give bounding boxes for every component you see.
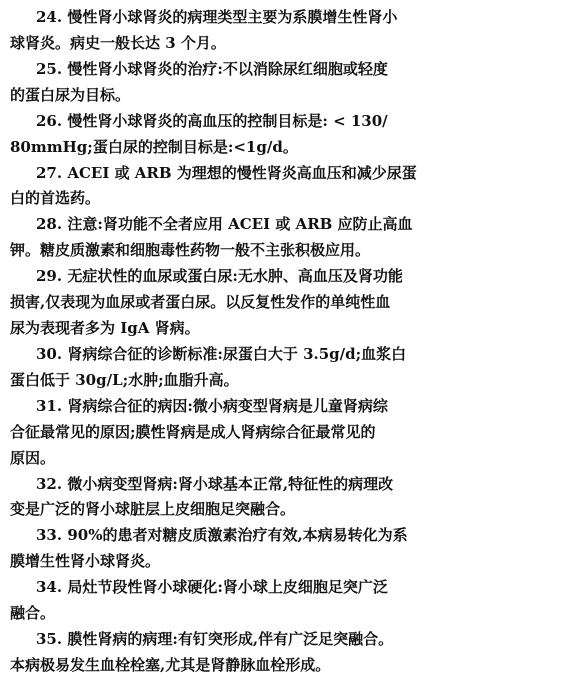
item-29-line-3: 尿为表现者多为 IgA 肾病。 [10, 319, 200, 337]
item-25-line-1: 25. 慢性肾小球肾炎的治疗:不以消除尿红细胞或轻度 [36, 60, 388, 78]
item-29-line-1: 29. 无症状性的血尿或蛋白尿:无水肿、高血压及肾功能 [36, 267, 403, 285]
item-34-line-2: 融合。 [10, 604, 56, 622]
item-34-line-1: 34. 局灶节段性肾小球硬化:肾小球上皮细胞足突广泛 [36, 578, 388, 596]
item-26-line-1: 26. 慢性肾小球肾炎的高血压的控制目标是: < 130/ [36, 112, 388, 130]
item-31-line-3: 原因。 [10, 449, 56, 467]
item-31-line-2: 合征最常见的原因;膜性肾病是成人肾病综合征最常见的 [10, 423, 376, 441]
item-30-line-2: 蛋白低于 30g/L;水肿;血脂升高。 [10, 371, 239, 389]
item-35-line-1: 35. 膜性肾病的病理:有钉突形成,伴有广泛足突融合。 [36, 630, 394, 648]
item-26-line-2: 80mmHg;蛋白尿的控制目标是:<1g/d。 [10, 138, 298, 156]
item-27-line-1: 27. ACEI 或 ARB 为理想的慢性肾炎高血压和减少尿蛋 [36, 164, 417, 182]
item-24-line-2: 球肾炎。病史一般长达 3 个月。 [10, 34, 226, 52]
item-32-line-1: 32. 微小病变型肾病:肾小球基本正常,特征性的病理改 [36, 475, 394, 493]
item-33-line-2: 膜增生性肾小球肾炎。 [10, 552, 161, 570]
item-33-line-1: 33. 90%的患者对糖皮质激素治疗有效,本病易转化为系 [36, 526, 408, 544]
item-31-line-1: 31. 肾病综合征的病因:微小病变型肾病是儿童肾病综 [36, 397, 388, 415]
item-27-line-2: 白的首选药。 [10, 189, 101, 207]
item-35-line-2: 本病极易发生血栓栓塞,尤其是肾静脉血栓形成。 [10, 656, 331, 674]
item-30-line-1: 30. 肾病综合征的诊断标准:尿蛋白大于 3.5g/d;血浆白 [36, 345, 407, 363]
item-25-line-2: 的蛋白尿为目标。 [10, 86, 131, 104]
item-28-line-2: 钾。糖皮质激素和细胞毒性药物一般不主张积极应用。 [10, 241, 371, 259]
item-32-line-2: 变是广泛的肾小球脏层上皮细胞足突融合。 [10, 500, 296, 518]
item-29-line-2: 损害,仅表现为血尿或者蛋白尿。以反复性发作的单纯性血 [10, 293, 391, 311]
item-28-line-1: 28. 注意:肾功能不全者应用 ACEI 或 ARB 应防止高血 [36, 215, 413, 233]
item-24-line-1: 24. 慢性肾小球肾炎的病理类型主要为系膜增生性肾小 [36, 8, 398, 26]
